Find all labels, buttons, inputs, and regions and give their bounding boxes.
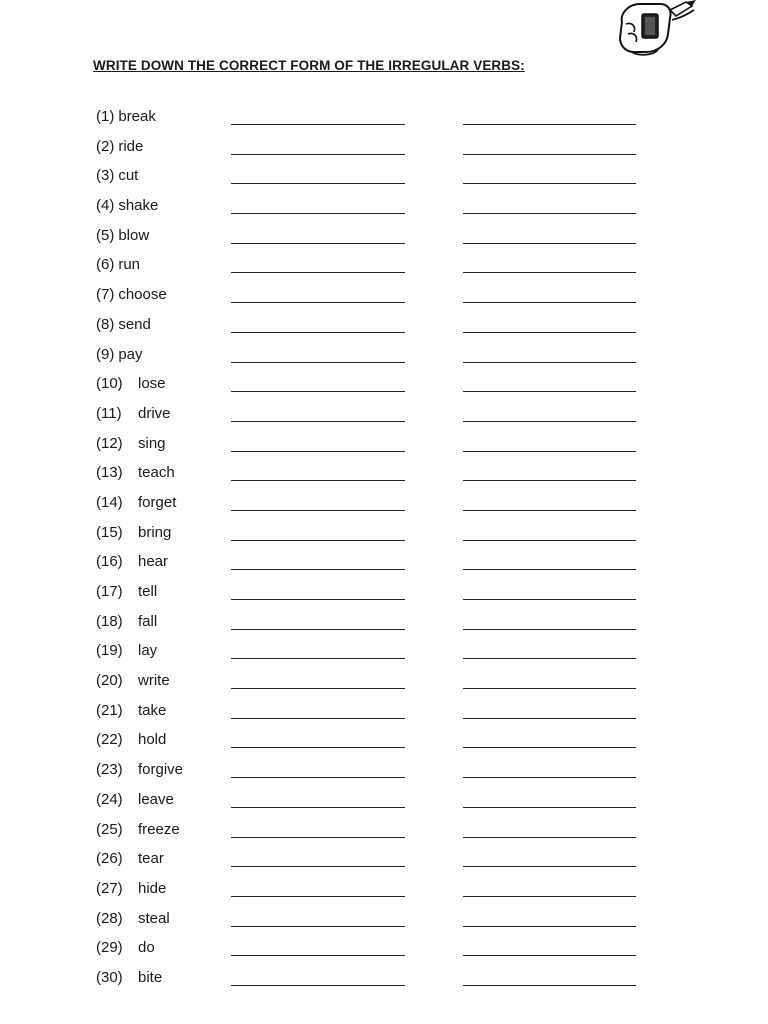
- answer-line-past-simple[interactable]: [231, 451, 405, 452]
- answer-line-past-simple[interactable]: [231, 569, 405, 570]
- verb-number: (1): [96, 108, 115, 125]
- answer-line-past-participle[interactable]: [463, 510, 636, 511]
- verb-row: [0, 342, 768, 372]
- verb-label: [96, 642, 157, 659]
- verb-word: break: [118, 108, 156, 125]
- answer-line-past-simple[interactable]: [231, 896, 405, 897]
- verb-row: [0, 282, 768, 312]
- verb-row: [0, 163, 768, 193]
- answer-line-past-simple[interactable]: [231, 243, 405, 244]
- verb-label: [96, 197, 158, 214]
- answer-line-past-participle[interactable]: [463, 213, 636, 214]
- answer-line-past-participle[interactable]: [463, 391, 636, 392]
- verb-word: forget: [138, 493, 177, 511]
- verb-word: shake: [118, 197, 159, 215]
- verb-row: [0, 757, 768, 787]
- verb-row: [0, 579, 768, 609]
- answer-line-past-simple[interactable]: [231, 629, 405, 630]
- verb-row: [0, 549, 768, 579]
- verb-number: (6): [96, 256, 115, 274]
- verb-number: (29): [96, 939, 123, 957]
- answer-line-past-simple[interactable]: [231, 926, 405, 927]
- verb-row: [0, 223, 768, 253]
- answer-line-past-participle[interactable]: [463, 569, 636, 570]
- verb-label: [96, 910, 170, 927]
- answer-line-past-simple[interactable]: [231, 777, 405, 778]
- verb-number: (21): [96, 701, 123, 719]
- verb-label: [96, 227, 149, 244]
- verb-number: (22): [96, 731, 123, 749]
- verb-number: (18): [96, 612, 123, 630]
- answer-line-past-simple[interactable]: [231, 688, 405, 689]
- verb-row: [0, 252, 768, 282]
- verb-number: (16): [96, 553, 123, 571]
- answer-line-past-participle[interactable]: [463, 272, 636, 273]
- verb-label: [96, 167, 138, 184]
- answer-line-past-simple[interactable]: [231, 540, 405, 541]
- verb-number: (26): [96, 850, 123, 868]
- verb-word: blow: [118, 226, 150, 244]
- verb-row: [0, 698, 768, 728]
- answer-line-past-simple[interactable]: [231, 302, 405, 303]
- answer-line-past-simple[interactable]: [231, 985, 405, 986]
- answer-line-past-simple[interactable]: [231, 154, 405, 155]
- answer-line-past-simple[interactable]: [231, 747, 405, 748]
- answer-line-past-participle[interactable]: [463, 362, 636, 363]
- verb-word: bring: [138, 523, 172, 541]
- verb-word: teach: [138, 464, 175, 482]
- verb-word: hear: [138, 553, 169, 571]
- answer-line-past-participle[interactable]: [463, 154, 636, 155]
- answer-line-past-simple[interactable]: [231, 718, 405, 719]
- verb-word: lose: [138, 375, 166, 393]
- verb-row: [0, 609, 768, 639]
- verb-number: (25): [96, 820, 123, 838]
- verb-number: (28): [96, 909, 123, 927]
- verb-row: [0, 668, 768, 698]
- answer-line-past-participle[interactable]: [463, 302, 636, 303]
- verb-label: [96, 375, 166, 392]
- verb-label: [96, 494, 176, 511]
- verb-number: (17): [96, 583, 123, 600]
- verb-row: [0, 312, 768, 342]
- answer-line-past-participle[interactable]: [463, 540, 636, 541]
- verb-label: [96, 524, 171, 541]
- verb-word: choose: [118, 286, 167, 304]
- verb-number: (27): [96, 879, 123, 897]
- answer-line-past-participle[interactable]: [463, 837, 636, 838]
- answer-line-past-simple[interactable]: [231, 837, 405, 838]
- verb-label: [96, 672, 170, 689]
- verb-word: take: [138, 701, 167, 719]
- answer-line-past-simple[interactable]: [231, 391, 405, 392]
- verb-word: drive: [138, 404, 171, 422]
- answer-line-past-simple[interactable]: [231, 866, 405, 867]
- verb-row: [0, 817, 768, 847]
- answer-line-past-simple[interactable]: [231, 480, 405, 481]
- verb-label: [96, 256, 140, 273]
- verb-label: [96, 346, 143, 363]
- verb-row: [0, 431, 768, 461]
- verb-word: lay: [138, 642, 158, 660]
- answer-line-past-participle[interactable]: [463, 451, 636, 452]
- verb-word: hide: [138, 879, 167, 897]
- verb-row: [0, 401, 768, 431]
- answer-line-past-participle[interactable]: [463, 183, 636, 184]
- verb-label: [96, 791, 174, 808]
- verb-row: [0, 906, 768, 936]
- answer-line-past-participle[interactable]: [463, 955, 636, 956]
- verb-label: [96, 821, 180, 838]
- verb-word: freeze: [138, 820, 180, 838]
- verb-label: [96, 613, 157, 630]
- verb-word: write: [138, 672, 170, 690]
- answer-line-past-participle[interactable]: [463, 480, 636, 481]
- verb-number: (11): [96, 404, 122, 422]
- answer-line-past-participle[interactable]: [463, 658, 636, 659]
- verb-number: (23): [96, 761, 123, 779]
- verb-number: (10): [96, 375, 123, 393]
- answer-line-past-participle[interactable]: [463, 866, 636, 867]
- verb-number: (3): [96, 167, 115, 185]
- answer-line-past-simple[interactable]: [231, 183, 405, 184]
- answer-line-past-participle[interactable]: [463, 124, 636, 125]
- verb-row: [0, 787, 768, 817]
- verb-list: [0, 104, 768, 995]
- answer-line-past-participle[interactable]: [463, 896, 636, 897]
- verb-label: [96, 553, 168, 570]
- verb-label: [96, 761, 183, 778]
- verb-number: (5): [96, 226, 115, 244]
- answer-line-past-participle[interactable]: [463, 421, 636, 422]
- answer-line-past-participle[interactable]: [463, 747, 636, 748]
- verb-word: leave: [138, 790, 174, 808]
- verb-word: tell: [138, 583, 158, 600]
- answer-line-past-participle[interactable]: [463, 243, 636, 244]
- verb-label: [96, 286, 167, 303]
- answer-line-past-simple[interactable]: [231, 362, 405, 363]
- verb-number: (19): [96, 642, 123, 660]
- verb-word: steal: [138, 909, 170, 927]
- verb-number: (14): [96, 493, 123, 511]
- verb-row: [0, 460, 768, 490]
- verb-word: send: [118, 315, 151, 333]
- verb-word: pay: [118, 345, 143, 363]
- answer-line-past-simple[interactable]: [231, 599, 405, 600]
- answer-line-past-participle[interactable]: [463, 807, 636, 808]
- verb-number: (20): [96, 672, 123, 690]
- verb-label: [96, 435, 166, 452]
- verb-row: [0, 371, 768, 401]
- verb-label: [96, 731, 166, 748]
- verb-row: [0, 134, 768, 164]
- answer-line-past-participle[interactable]: [463, 332, 636, 333]
- answer-line-past-simple[interactable]: [231, 421, 405, 422]
- verb-word: hold: [138, 731, 167, 749]
- verb-number: (4): [96, 197, 115, 215]
- verb-label: [96, 316, 151, 333]
- answer-line-past-participle[interactable]: [463, 599, 636, 600]
- answer-line-past-participle[interactable]: [463, 926, 636, 927]
- verb-row: [0, 876, 768, 906]
- answer-line-past-simple[interactable]: [231, 213, 405, 214]
- answer-line-past-simple[interactable]: [231, 658, 405, 659]
- verb-label: [96, 939, 155, 956]
- verb-label: [96, 108, 156, 125]
- verb-number: (12): [96, 434, 123, 452]
- answer-line-past-simple[interactable]: [231, 332, 405, 333]
- verb-number: (9): [96, 345, 115, 363]
- verb-label: [96, 702, 166, 719]
- answer-line-past-simple[interactable]: [231, 272, 405, 273]
- worksheet-title: WRITE DOWN THE CORRECT FORM OF THE IRREGULAR VERBS:: [93, 58, 525, 73]
- verb-word: tear: [138, 850, 164, 868]
- verb-label: [96, 464, 175, 481]
- verb-row: [0, 638, 768, 668]
- verb-row: [0, 490, 768, 520]
- verb-word: forgive: [138, 761, 184, 779]
- verb-label: [96, 138, 143, 155]
- verb-row: [0, 104, 768, 134]
- verb-row: [0, 520, 768, 550]
- verb-number: (30): [96, 968, 123, 986]
- answer-line-past-participle[interactable]: [463, 718, 636, 719]
- verb-row: [0, 965, 768, 995]
- answer-line-past-simple[interactable]: [231, 124, 405, 125]
- verb-word: fall: [138, 612, 158, 630]
- answer-line-past-participle[interactable]: [463, 629, 636, 630]
- verb-label: [96, 850, 164, 867]
- verb-number: (8): [96, 315, 115, 333]
- verb-number: (7): [96, 286, 115, 304]
- verb-number: (13): [96, 464, 123, 482]
- verb-label: [96, 969, 162, 986]
- answer-line-past-simple[interactable]: [231, 510, 405, 511]
- verb-number: (15): [96, 523, 123, 541]
- verb-word: ride: [118, 137, 144, 155]
- verb-row: [0, 727, 768, 757]
- answer-line-past-simple[interactable]: [231, 807, 405, 808]
- verb-word: bite: [138, 968, 163, 986]
- answer-line-past-participle[interactable]: [463, 777, 636, 778]
- verb-word: cut: [118, 167, 139, 185]
- verb-label: [96, 583, 157, 600]
- answer-line-past-simple[interactable]: [231, 955, 405, 956]
- verb-word: sing: [138, 434, 166, 452]
- verb-label: [96, 880, 166, 897]
- verb-label: [96, 405, 171, 422]
- verb-number: (2): [96, 137, 115, 155]
- verb-row: [0, 935, 768, 965]
- verb-word: run: [118, 256, 141, 274]
- verb-number: (24): [96, 790, 123, 808]
- verb-row: [0, 193, 768, 223]
- hand-writing-icon: [612, 0, 702, 58]
- verb-row: [0, 846, 768, 876]
- answer-line-past-participle[interactable]: [463, 688, 636, 689]
- verb-word: do: [138, 939, 155, 957]
- answer-line-past-participle[interactable]: [463, 985, 636, 986]
